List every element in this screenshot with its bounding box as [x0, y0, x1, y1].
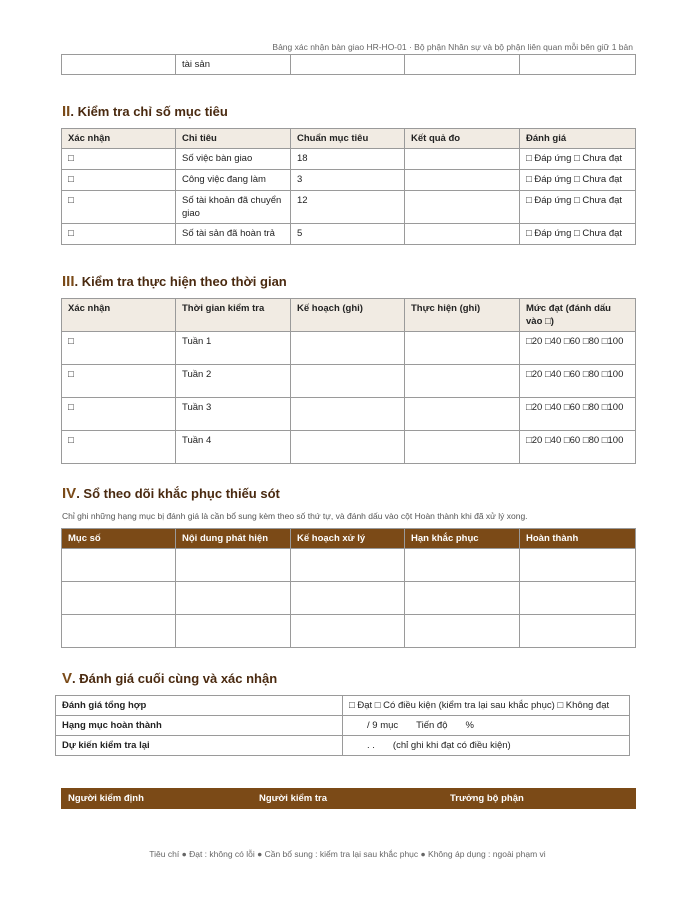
- table-cell: Tuần 4: [176, 431, 291, 464]
- section-2-roman: II: [62, 103, 71, 120]
- evaluation-options[interactable]: □ Đáp ứng □ Chưa đạt: [520, 191, 636, 224]
- progress-unit: %: [465, 720, 474, 731]
- confirm-checkbox[interactable]: □: [62, 431, 176, 464]
- section-2-title: [62, 103, 228, 120]
- signature-checker[interactable]: Người kiểm tra: [253, 789, 444, 809]
- measured-result-cell[interactable]: [405, 170, 520, 191]
- completed-items-label: Hạng mục hoàn thành: [56, 716, 343, 736]
- level-options[interactable]: □20 □40 □60 □80 □100: [520, 398, 636, 431]
- table-cell: tài sản: [176, 55, 291, 75]
- table-cell: 3: [291, 170, 405, 191]
- recheck-field[interactable]: [343, 736, 630, 756]
- table-cell: [291, 55, 405, 75]
- table-cell: [62, 55, 176, 75]
- section-5-title-text: . Đánh giá cuối cùng và xác nhận: [72, 671, 278, 686]
- table-row: [62, 431, 636, 464]
- level-options[interactable]: □20 □40 □60 □80 □100: [520, 332, 636, 365]
- entry-cell[interactable]: [62, 615, 176, 648]
- section-5-title: [62, 670, 277, 687]
- entry-cell[interactable]: [176, 582, 291, 615]
- entry-cell[interactable]: [62, 549, 176, 582]
- column-header: Hạn khắc phục: [405, 529, 520, 549]
- entry-cell[interactable]: [62, 582, 176, 615]
- section-2-title-text: . Kiểm tra chỉ số mục tiêu: [70, 104, 228, 119]
- column-header: Đánh giá: [520, 129, 636, 149]
- table-row: [62, 398, 636, 431]
- entry-cell[interactable]: [520, 549, 636, 582]
- table-row: [62, 615, 636, 648]
- column-header: Hoàn thành: [520, 529, 636, 549]
- level-options[interactable]: □20 □40 □60 □80 □100: [520, 431, 636, 464]
- column-header: Xác nhận: [62, 299, 176, 332]
- table-row: [62, 365, 636, 398]
- page-footer: Tiêu chí ● Đạt : không có lỗi ● Cần bổ sung : kiểm tra lại sau khắc phục ● Không áp dụng : ngoài phạm vi: [149, 849, 546, 859]
- table-header-row: [62, 299, 636, 332]
- entry-cell[interactable]: [176, 549, 291, 582]
- table-cell: 18: [291, 149, 405, 170]
- table-header-row: [62, 129, 636, 149]
- confirm-checkbox[interactable]: □: [62, 149, 176, 170]
- entry-cell[interactable]: [405, 615, 520, 648]
- plan-cell[interactable]: [291, 365, 405, 398]
- entry-cell[interactable]: [405, 582, 520, 615]
- table-cell: Tuần 3: [176, 398, 291, 431]
- column-header: Kết quả đo: [405, 129, 520, 149]
- overall-evaluation-options[interactable]: □ Đạt □ Có điều kiện (kiểm tra lại sau khắc phục) □ Không đạt: [343, 696, 630, 716]
- entry-cell[interactable]: [291, 615, 405, 648]
- actual-cell[interactable]: [405, 398, 520, 431]
- table-row: [62, 191, 636, 224]
- section-4-note: Chỉ ghi những hạng mục bị đánh giá là cần bổ sung kèm theo số thứ tự, và đánh dấu vào cột Hoàn thành khi đã xử lý xong.: [62, 511, 528, 521]
- table-cell: Tuần 1: [176, 332, 291, 365]
- table-header-row: [62, 529, 636, 549]
- section-3-roman: III: [62, 273, 75, 290]
- completed-items-value: / 9 mục: [367, 720, 399, 731]
- actual-cell[interactable]: [405, 332, 520, 365]
- table-row: [56, 696, 630, 716]
- evaluation-options[interactable]: □ Đáp ứng □ Chưa đạt: [520, 170, 636, 191]
- progress-label: Tiến độ: [416, 720, 448, 731]
- column-header: Kế hoạch (ghi): [291, 299, 405, 332]
- evaluation-options[interactable]: □ Đáp ứng □ Chưa đạt: [520, 224, 636, 245]
- signature-table: [61, 788, 636, 809]
- section-4-title-text: . Sổ theo dõi khắc phục thiếu sót: [76, 486, 280, 501]
- column-header: Mức đạt (đánh dấu vào □): [520, 299, 636, 332]
- table-row: [62, 224, 636, 245]
- recheck-date: . .: [367, 740, 375, 751]
- column-header: Chỉ tiêu: [176, 129, 291, 149]
- recheck-label: Dự kiến kiểm tra lại: [56, 736, 343, 756]
- entry-cell[interactable]: [405, 549, 520, 582]
- signature-department-head[interactable]: Trưởng bộ phận: [444, 789, 636, 809]
- measured-result-cell[interactable]: [405, 149, 520, 170]
- section-3-title-text: . Kiểm tra thực hiện theo thời gian: [74, 274, 287, 289]
- continued-table: [61, 54, 636, 75]
- plan-cell[interactable]: [291, 332, 405, 365]
- table-row: [62, 582, 636, 615]
- entry-cell[interactable]: [291, 549, 405, 582]
- table-row: [62, 549, 636, 582]
- table-row: [62, 332, 636, 365]
- confirm-checkbox[interactable]: □: [62, 365, 176, 398]
- table-row: [62, 170, 636, 191]
- column-header: Mục số: [62, 529, 176, 549]
- confirm-checkbox[interactable]: □: [62, 398, 176, 431]
- entry-cell[interactable]: [176, 615, 291, 648]
- actual-cell[interactable]: [405, 431, 520, 464]
- table-cell: 12: [291, 191, 405, 224]
- section-4-title: [62, 485, 280, 502]
- table-row: [62, 55, 636, 75]
- table-row: [56, 736, 630, 756]
- column-header: Xác nhận: [62, 129, 176, 149]
- column-header: Thời gian kiểm tra: [176, 299, 291, 332]
- recheck-note: (chỉ ghi khi đạt có điều kiện): [392, 740, 511, 751]
- entry-cell[interactable]: [520, 615, 636, 648]
- table-cell: Số tài sản đã hoàn trả: [176, 224, 291, 245]
- overall-evaluation-label: Đánh giá tổng hợp: [56, 696, 343, 716]
- target-indicator-table: [61, 128, 636, 245]
- actual-cell[interactable]: [405, 365, 520, 398]
- confirm-checkbox[interactable]: □: [62, 191, 176, 224]
- defect-tracking-table: [61, 528, 636, 648]
- column-header: Chuẩn mục tiêu: [291, 129, 405, 149]
- entry-cell[interactable]: [520, 582, 636, 615]
- table-row: [56, 716, 630, 736]
- timeline-check-table: [61, 298, 636, 464]
- table-cell: Số việc bàn giao: [176, 149, 291, 170]
- table-cell: 5: [291, 224, 405, 245]
- column-header: Thực hiện (ghi): [405, 299, 520, 332]
- table-row: [62, 789, 636, 809]
- signature-inspector[interactable]: Người kiểm định: [62, 789, 253, 809]
- measured-result-cell[interactable]: [405, 191, 520, 224]
- table-row: [62, 149, 636, 170]
- section-5-roman: V: [62, 670, 73, 687]
- table-cell: Công việc đang làm: [176, 170, 291, 191]
- column-header: Kế hoạch xử lý: [291, 529, 405, 549]
- measured-result-cell[interactable]: [405, 224, 520, 245]
- entry-cell[interactable]: [291, 582, 405, 615]
- final-evaluation-table: [55, 695, 630, 756]
- confirm-checkbox[interactable]: □: [62, 332, 176, 365]
- plan-cell[interactable]: [291, 431, 405, 464]
- table-cell: Số tài khoản đã chuyển giao: [176, 191, 291, 224]
- column-header: Nội dung phát hiện: [176, 529, 291, 549]
- evaluation-options[interactable]: □ Đáp ứng □ Chưa đạt: [520, 149, 636, 170]
- table-cell: Tuần 2: [176, 365, 291, 398]
- confirm-checkbox[interactable]: □: [62, 224, 176, 245]
- plan-cell[interactable]: [291, 398, 405, 431]
- table-cell: [405, 55, 520, 75]
- completed-items-field[interactable]: [343, 716, 630, 736]
- section-3-title: [62, 273, 287, 290]
- level-options[interactable]: □20 □40 □60 □80 □100: [520, 365, 636, 398]
- section-4-roman: IV: [62, 485, 77, 502]
- page-header: Bảng xác nhận bàn giao HR-HO-01 · Bộ phận Nhân sự và bộ phận liên quan mỗi bên giữ 1 bản: [272, 42, 633, 52]
- confirm-checkbox[interactable]: □: [62, 170, 176, 191]
- table-cell: [520, 55, 636, 75]
